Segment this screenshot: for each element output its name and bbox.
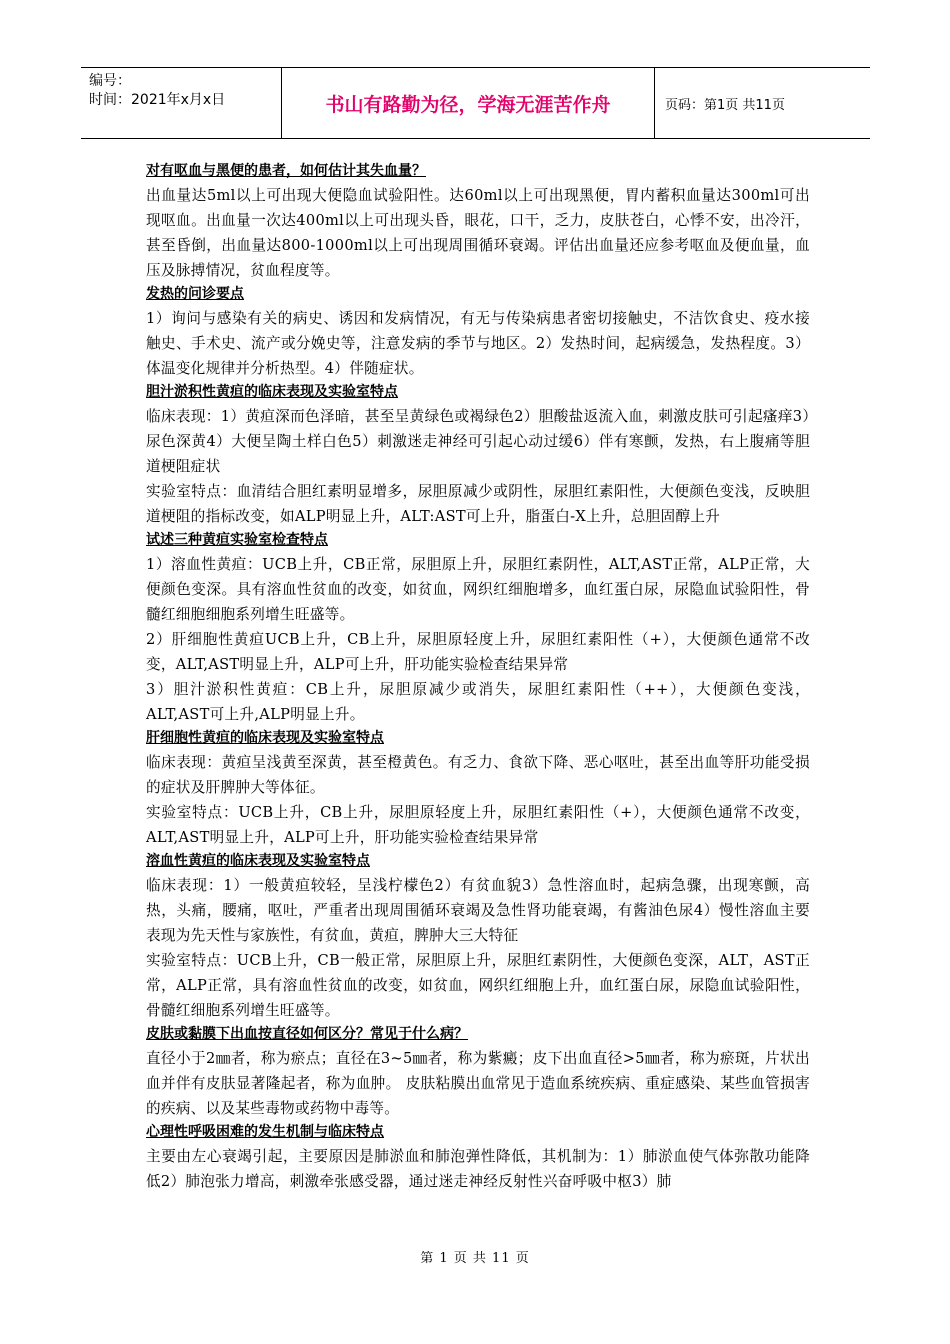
section-paragraph: 临床表现：1）黄疸深而色泽暗，甚至呈黄绿色或褐绿色2）胆酸盐返流入血，刺激皮肤可引起瘙痒3）尿色深黄4）大便呈陶土样白色5）刺激迷走神经可引起心动过缓6）伴有寒颤，发热，右上腹痛等胆道梗阻症状 <box>146 408 810 475</box>
section-paragraph: 出血量达5ml以上可出现大便隐血试验阳性。达60ml以上可出现黑便，胃内蓄积血量达300ml可出现呕血。出血量一次达400ml以上可出现头昏，眼花，口干，乏力，皮肤苍白，心悸不安，出冷汗，甚至昏倒，出血量达800-1000ml以上可出现周围循环衰竭。评估出血量还应参考呕血及便血量，血压及脉搏情况，贫血程度等。 <box>146 187 810 279</box>
section-title: 试述三种黄疸实验室检查特点 <box>146 532 328 548</box>
section <box>146 1023 810 1121</box>
section <box>146 727 810 850</box>
page-info: 页码：第1页 共11页 <box>665 97 785 113</box>
section-title: 肝细胞性黄疸的临床表现及实验室特点 <box>146 730 384 746</box>
section-paragraph: 1）询问与感染有关的病史、诱因和发病情况，有无与传染病患者密切接触史，不洁饮食史、疫水接触史、手术史、流产或分娩史等，注意发病的季节与地区。2）发热时间，起病缓急，发热程度。3）体温变化规律并分析热型。4）伴随症状。 <box>146 310 810 377</box>
section-title: 发热的问诊要点 <box>146 286 244 302</box>
section-paragraph: 3）胆汁淤积性黄疸：CB上升，尿胆原减少或消失，尿胆红素阳性（++），大便颜色变浅，ALT,AST可上升,ALP明显上升。 <box>146 681 810 723</box>
section-paragraph: 临床表现：黄疸呈浅黄至深黄，甚至橙黄色。有乏力、食欲下降、恶心呕吐，甚至出血等肝功能受损的症状及肝脾肿大等体征。 <box>146 754 810 796</box>
section-paragraph: 2）肝细胞性黄疸UCB上升，CB上升，尿胆原轻度上升，尿胆红素阳性（+），大便颜色通常不改变，ALT,AST明显上升，ALP可上升，肝功能实验检查结果异常 <box>146 631 810 673</box>
section <box>146 283 810 381</box>
section-title: 溶血性黄疸的临床表现及实验室特点 <box>146 853 370 869</box>
section-title: 心理性呼吸困难的发生机制与临床特点 <box>146 1124 384 1140</box>
number-label: 编号： <box>89 73 131 89</box>
section <box>146 381 810 529</box>
header-meta <box>81 68 282 138</box>
section-paragraph: 实验室特点：血清结合胆红素明显增多，尿胆原减少或阴性，尿胆红素阳性，大便颜色变浅，反映胆道梗阻的指标改变，如ALP明显上升，ALT:AST可上升，脂蛋白-X上升，总胆固醇上升 <box>146 483 810 525</box>
motto-title: 书山有路勤为径，学海无涯苦作舟 <box>282 68 655 138</box>
section-title: 皮肤或黏膜下出血按直径如何区分？常见于什么病？ <box>146 1026 468 1042</box>
time-label: 时间：2021年x月x日 <box>89 92 226 108</box>
section <box>146 160 810 283</box>
page-footer: 第 1 页 共 11 页 <box>420 1251 530 1266</box>
section <box>146 529 810 727</box>
section-paragraph: 实验室特点：UCB上升，CB一般正常，尿胆原上升，尿胆红素阴性，大便颜色变深，ALT，AST正常，ALP正常，具有溶血性贫血的改变，如贫血，网织红细胞上升，血红蛋白尿，尿隐血试验阳性，骨髓红细胞系列增生旺盛等。 <box>146 952 810 1019</box>
section-title: 胆汁淤积性黄疸的临床表现及实验室特点 <box>146 384 398 400</box>
section <box>146 850 810 1023</box>
section-paragraph: 临床表现：1）一般黄疸较轻，呈浅柠檬色2）有贫血貌3）急性溶血时，起病急骤，出现寒颤，高热，头痛，腰痛，呕吐，严重者出现周围循环衰竭及急性肾功能衰竭，有酱油色尿4）慢性溶血主要表现为先天性与家族性，有贫血，黄疸，脾肿大三大特征 <box>146 877 810 944</box>
section-paragraph: 实验室特点：UCB上升，CB上升，尿胆原轻度上升，尿胆红素阳性（+），大便颜色通常不改变，ALT,AST明显上升，ALP可上升，肝功能实验检查结果异常 <box>146 804 810 846</box>
section-paragraph: 主要由左心衰竭引起，主要原因是肺淤血和肺泡弹性降低，其机制为：1）肺淤血使气体弥散功能降低2）肺泡张力增高，刺激牵张感受器，通过迷走神经反射性兴奋呼吸中枢3）肺 <box>146 1148 810 1190</box>
section-paragraph: 1）溶血性黄疸：UCB上升，CB正常，尿胆原上升，尿胆红素阴性，ALT,AST正常，ALP正常，大便颜色变深。具有溶血性贫血的改变，如贫血，网织红细胞增多，血红蛋白尿，尿隐血试验阳性，骨髓红细胞细胞系列增生旺盛等。 <box>146 556 810 623</box>
section-title: 对有呕血与黑便的患者，如何估计其失血量？ <box>146 163 426 179</box>
section <box>146 1121 810 1194</box>
document-body <box>146 160 810 1194</box>
section-paragraph: 直径小于2㎜者，称为瘀点；直径在3~5㎜者，称为紫癜；皮下出血直径>5㎜者，称为瘀斑，片状出血并伴有皮肤显著隆起者，称为血肿。 皮肤粘膜出血常见于造血系统疾病、重症感染、某些血管损害的疾病、以及某些毒物或药物中毒等。 <box>146 1050 810 1117</box>
document-header <box>81 67 870 139</box>
